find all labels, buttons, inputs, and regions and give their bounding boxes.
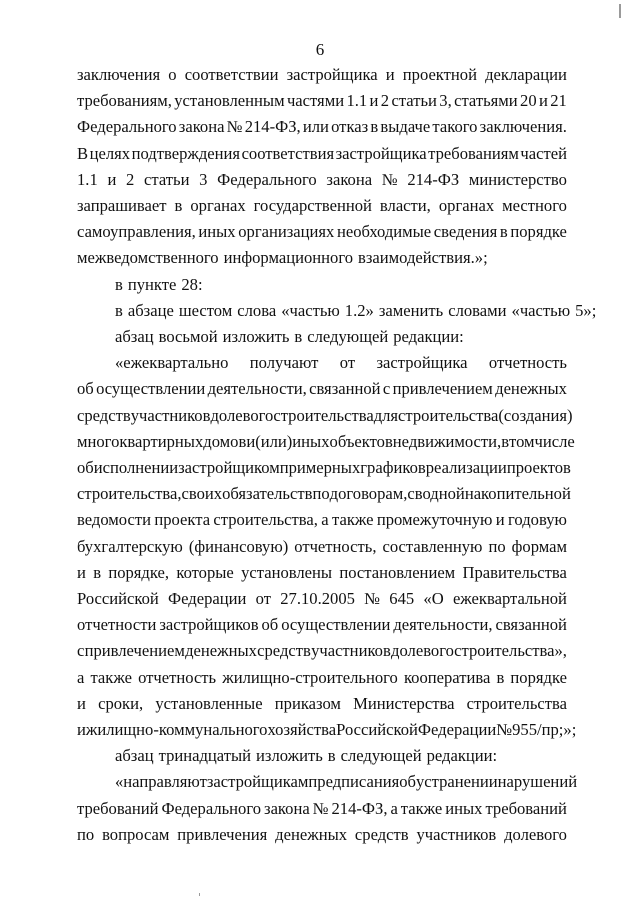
text-line: Федерального закона № 214-ФЗ, или отказ в выдаче такого заключения. (77, 117, 567, 137)
text-line: Российской Федерации от 27.10.2005 № 645 «О ежеквартальной (77, 589, 567, 608)
text-line: «ежеквартально получают от застройщика отчетность (115, 353, 567, 373)
text-line: «направляют застройщикам предписания об устранении нарушений (115, 772, 578, 792)
text-line: в пункте 28: (115, 274, 203, 294)
text-line: многоквартирных домов и (или) иных объектов недвижимости, в том числе (77, 431, 575, 451)
text-line: требованиям, установленным частями 1.1 и 2 статьи 3, статьями 20 и 21 (77, 91, 567, 111)
text-line: заключения о соответствии застройщика и проектной декларации (77, 65, 567, 84)
text-line: запрашивает в органах государственной власти, органах местного (77, 196, 567, 215)
text-line: и в порядке, которые установлены постановлением Правительства (77, 562, 567, 582)
scan-speck (619, 4, 621, 18)
text-line: с привлечением денежных средств участников долевого строительства», (77, 641, 567, 661)
text-line: В целях подтверждения соответствия застройщика требованиям частей (77, 143, 567, 163)
text-line: об исполнении застройщиком примерных графиков реализации проектов (77, 458, 571, 477)
text-line: требований Федерального закона № 214-ФЗ, а также иных требований (77, 798, 567, 818)
text-line: и сроки, установленные приказом Министерства строительства (77, 693, 567, 713)
text-line: по вопросам привлечения денежных средств участников долевого (77, 824, 567, 844)
text-line: ведомости проекта строительства, а также промежуточную и годовую (77, 510, 567, 530)
text-line: самоуправления, иных организациях необходимые сведения в порядке (77, 222, 567, 242)
text-line: абзац тринадцатый изложить в следующей редакции: (115, 746, 498, 766)
scan-speck (199, 893, 200, 896)
text-line: в абзаце шестом слова «частью 1.2» заменить словами «частью 5»; (115, 300, 597, 320)
text-line: межведомственного информационного взаимодействия.»; (77, 248, 488, 268)
text-line: отчетности застройщиков об осуществлении деятельности, связанной (77, 615, 567, 635)
text-line: а также отчетность жилищно-строительного кооператива в порядке (77, 667, 567, 687)
text-line: и жилищно-коммунального хозяйства Российской Федерации № 955/пр;»; (77, 720, 577, 739)
text-line: бухгалтерскую (финансовую) отчетность, составленную по формам (77, 536, 567, 556)
text-line: 1.1 и 2 статьи 3 Федерального закона № 214-ФЗ министерство (77, 169, 567, 189)
text-line: строительства, своих обязательств по договорам, сводной накопительной (77, 484, 571, 504)
text-line: абзац восьмой изложить в следующей редакции: (115, 327, 464, 346)
page-number: 6 (315, 40, 325, 59)
text-line: об осуществлении деятельности, связанной с привлечением денежных (77, 379, 567, 399)
text-line: средств участников долевого строительства для строительства (создания) (77, 405, 573, 425)
